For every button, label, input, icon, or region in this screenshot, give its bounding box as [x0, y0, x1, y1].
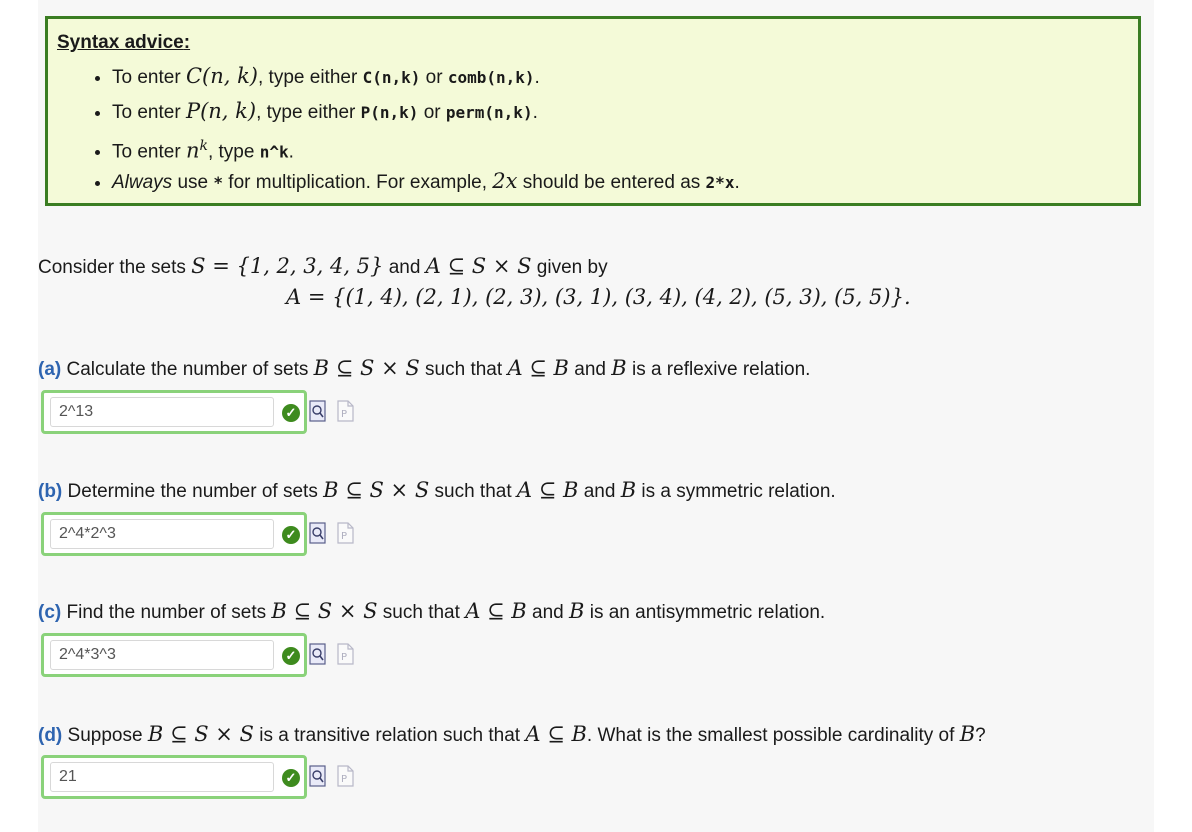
svg-text:P: P: [341, 774, 348, 785]
question-c: (c) Find the number of sets B ⊆ S × S such that A ⊆ B and B is an antisymmetric relation.: [38, 599, 826, 623]
question-d: (d) Suppose B ⊆ S × S is a transitive relation such that A ⊆ B. What is the smallest possible cardinality of B?: [38, 722, 986, 746]
answer-input-d[interactable]: [50, 762, 274, 792]
question-b: (b) Determine the number of sets B ⊆ S × S such that A ⊆ B and B is a symmetric relation.: [38, 478, 836, 502]
answer-box-b: [41, 512, 307, 556]
past-answers-icon[interactable]: [337, 765, 354, 787]
answer-input-b[interactable]: [50, 519, 274, 549]
preview-answer-icon[interactable]: [309, 643, 326, 665]
syntax-advice-box: [45, 16, 1141, 206]
advice-item-multiplication: • Always use * for multiplication. For example, 2x should be entered as 2*x.: [112, 164, 1112, 199]
advice-item-combination: • To enter C(n, k), type either C(n,k) or comb(n,k).: [112, 59, 1112, 94]
answer-box-a: [41, 390, 307, 434]
past-answers-icon[interactable]: [337, 522, 354, 544]
check-circle-icon: ✓: [282, 647, 300, 665]
check-circle-icon: ✓: [282, 526, 300, 544]
svg-text:P: P: [341, 652, 348, 663]
check-circle-icon: ✓: [282, 404, 300, 422]
past-answers-icon[interactable]: [337, 643, 354, 665]
check-circle-icon: ✓: [282, 769, 300, 787]
svg-text:P: P: [341, 531, 348, 542]
preview-answer-icon[interactable]: [309, 765, 326, 787]
problem-intro: Consider the sets S = {1, 2, 3, 4, 5} and A ⊆ S × S given by: [38, 254, 608, 278]
syntax-advice-list: [60, 59, 1112, 199]
advice-item-permutation: • To enter P(n, k), type either P(n,k) or perm(n,k).: [112, 94, 1112, 129]
answer-box-d: [41, 755, 307, 799]
syntax-advice-title: Syntax advice:: [57, 32, 191, 53]
question-a: (a) Calculate the number of sets B ⊆ S × S such that A ⊆ B and B is a reflexive relation.: [38, 356, 811, 380]
advice-item-power: • To enter $n^k$, type n^k.: [112, 129, 1112, 164]
answer-input-a[interactable]: [50, 397, 274, 427]
relation-definition: A = {(1, 4), (2, 1), (2, 3), (3, 1), (3, 4), (4, 2), (5, 3), (5, 5)}.: [286, 285, 911, 309]
svg-text:P: P: [341, 409, 348, 420]
answer-box-c: [41, 633, 307, 677]
preview-answer-icon[interactable]: [309, 400, 326, 422]
answer-input-c[interactable]: [50, 640, 274, 670]
past-answers-icon[interactable]: [337, 400, 354, 422]
preview-answer-icon[interactable]: [309, 522, 326, 544]
